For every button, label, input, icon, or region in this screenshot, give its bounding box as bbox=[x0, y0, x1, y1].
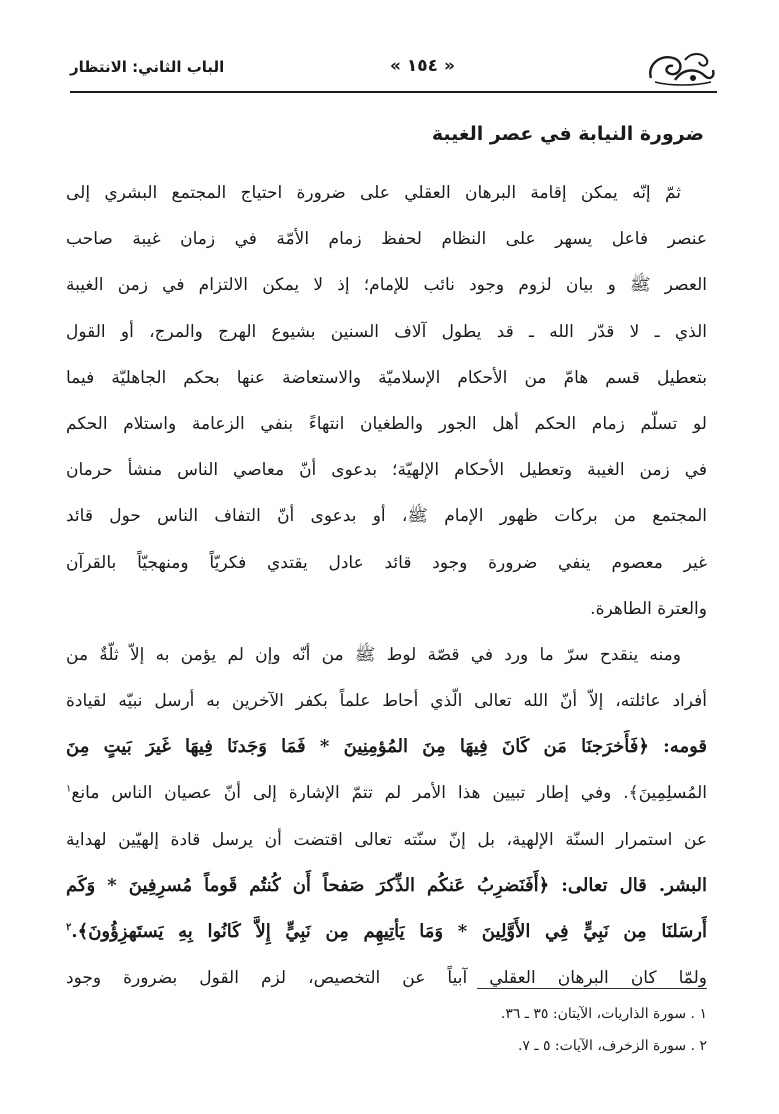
body-line: عنصر فاعل يسهر على النظام لحفظ زمام الأمّة في زمان غيبة صاحب bbox=[66, 229, 707, 250]
body-line-with-note bbox=[66, 770, 707, 816]
footnotes bbox=[67, 998, 707, 1062]
footnote-divider bbox=[477, 988, 707, 989]
body-line: غير معصوم ينفي ضرورة وجود قائد عادل يقتدي فكريّاً ومنهجيّاً بالقرآن bbox=[66, 552, 707, 573]
quran-verse-line: البشر. قال تعالى: ﴿أَفَنَضرِبُ عَنكُم الذِّكرَ صَفحاً أَن كُنتُم قَوماً مُسرِفِينَ * وَكَم bbox=[66, 874, 707, 896]
section-title: ضرورة النيابة في عصر الغيبة bbox=[431, 123, 704, 145]
body-line: الذي ـ لا قدّر الله ـ قد يطول آلاف السنين بشيوع الهرج والمرج، أو القول bbox=[66, 321, 707, 342]
header-divider bbox=[70, 91, 717, 93]
page-number: « ١٥٤ » bbox=[390, 56, 455, 76]
body-text bbox=[66, 170, 707, 1001]
body-line: لو تسلّم زمام الحكم أهل الجور والطغيان انتهاءً بنفي الزعامة واستلام الحكم bbox=[66, 413, 707, 434]
body-line: المجتمع من بركات ظهور الإمام ﷺ، أو بدعوى أنّ التفاف الناس حول قائد bbox=[66, 506, 707, 527]
quran-verse-line-with-note bbox=[66, 909, 707, 955]
quran-verse-line: قومه: ﴿فَأَخرَجنَا مَن كَانَ فِيهَا مِنَ المُؤمِنِينَ * فَمَا وَجَدنَا فِيهَا غَيرَ بَيتٍ مِنَ bbox=[66, 736, 707, 758]
footnote-marker: ١ bbox=[66, 783, 72, 795]
page-header bbox=[70, 48, 717, 88]
footnote-item: ١ . سورة الذاريات، الآيتان: ٣٥ ـ ٣٦. bbox=[500, 1006, 707, 1022]
footnote-item: ٢ . سورة الزخرف، الآيات: ٥ ـ ٧. bbox=[517, 1038, 707, 1054]
body-line-text: المُسلِمِينَ﴾. وفي إطار تبيين هذا الأمر لم تتمّ الإشارة إلى أنّ عصيان الناس مانع bbox=[71, 783, 707, 804]
body-line: بتعطيل قسم هامّ من الأحكام الإسلاميّة والاستعاضة عنها بحكم الجاهليّة فيما bbox=[66, 367, 707, 388]
footnote-marker: ٢ bbox=[66, 922, 72, 933]
body-line: ولمّا كان البرهان العقلي آبياً عن التخصيص، لزم القول بضرورة وجود bbox=[66, 968, 707, 989]
quran-verse-text: أَرسَلنَا مِن نَبِيٍّ فِي الأَوَّلِينَ * وَمَا يَأتِيهِم مِن نَبِيٍّ إِلاَّ كَانُوا بِهِ يَستَهزِؤُونَ﴾. bbox=[71, 921, 707, 942]
decorative-ornament-icon bbox=[645, 48, 717, 88]
body-line: والعترة الطاهرة. bbox=[590, 598, 707, 619]
body-line: ومنه ينقدح سرّ ما ورد في قصّة لوط ﷺ من أنّه وإن لم يؤمن به إلاّ ثلّةٌ من bbox=[66, 644, 681, 665]
body-line: ثمّ إنّه يمكن إقامة البرهان العقلي على ضرورة احتياج المجتمع البشري إلى bbox=[66, 183, 681, 203]
body-line: أفراد عائلته، إلاّ أنّ الله تعالى الّذي أحاط علماً بكفر الآخرين به أرسل نبيّه لقيادة bbox=[66, 691, 707, 712]
body-line: العصر ﷺ و بيان لزوم وجود نائب للإمام؛ إذ لا يمكن الالتزام في زمن الغيبة bbox=[66, 275, 707, 296]
body-line: في زمن الغيبة وتعطيل الأحكام الإلهيّة؛ بدعوى أنّ معاصي الناس منشأ حرمان bbox=[66, 460, 707, 481]
chapter-title: الباب الثاني: الانتظار bbox=[70, 58, 225, 76]
body-line: عن استمرار السنّة الإلهية، بل إنّ سنّته تعالى اقتضت أن يرسل قادة إلهيّين لهداية bbox=[66, 829, 707, 850]
